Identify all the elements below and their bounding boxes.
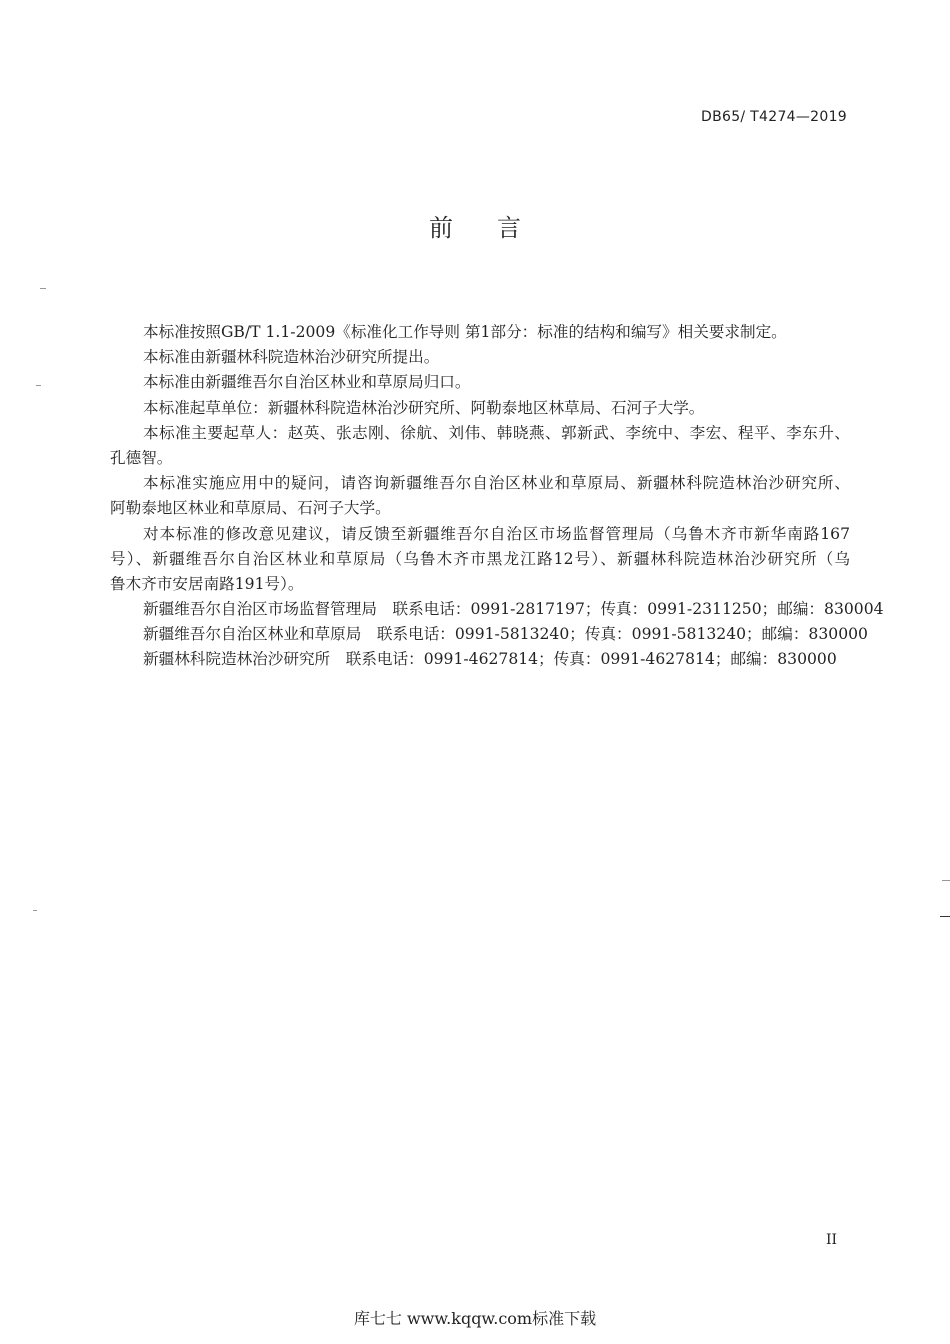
- paragraph-line: 本标准起草单位：新疆林科院造林治沙研究所、阿勒泰地区林草局、石河子大学。: [143, 398, 705, 417]
- paragraph-line: 鲁木齐市安居南路191号）。: [110, 574, 304, 593]
- paragraph-line: 本标准按照GB/T 1.1-2009《标准化工作导则 第1部分：标准的结构和编写》相关要求制定。: [143, 323, 787, 341]
- foreword-body: [110, 320, 884, 673]
- paragraph-line: 本标准由新疆维吾尔自治区林业和草原局归口。: [143, 373, 471, 392]
- footer-watermark: 库七七 www.kqqw.com标准下载: [353, 1309, 597, 1328]
- paragraph-line: 新疆维吾尔自治区林业和草原局 联系电话：0991-5813240；传真：0991-5813240；邮编：830000: [143, 625, 868, 644]
- scan-mark: [940, 916, 950, 917]
- paragraph-line: 新疆维吾尔自治区市场监督管理局 联系电话：0991-2817197；传真：0991-2311250；邮编：830004: [143, 600, 884, 619]
- paragraph-line: 新疆林科院造林治沙研究所 联系电话：0991-4627814；传真：0991-4627814；邮编：830000: [143, 650, 837, 669]
- scan-mark: [36, 385, 41, 386]
- page-number: II: [825, 1232, 837, 1248]
- standard-code: DB65/ T4274—2019: [701, 109, 847, 125]
- scan-mark: [40, 288, 46, 289]
- scan-mark: [942, 880, 950, 881]
- page-title: 前言: [429, 214, 565, 242]
- paragraph-line: 号）、新疆维吾尔自治区林业和草原局（乌鲁木齐市黑龙江路12号）、新疆林科院造林治沙研究所（乌: [110, 549, 850, 568]
- paragraph-line: 对本标准的修改意见建议，请反馈至新疆维吾尔自治区市场监督管理局（乌鲁木齐市新华南路167: [143, 524, 850, 543]
- paragraph-line: 阿勒泰地区林业和草原局、石河子大学。: [110, 499, 391, 518]
- scan-mark: [33, 910, 37, 911]
- paragraph-line: 孔德智。: [110, 448, 173, 467]
- paragraph-line: 本标准实施应用中的疑问，请咨询新疆维吾尔自治区林业和草原局、新疆林科院造林治沙研究所、: [143, 474, 850, 493]
- paragraph-line: 本标准主要起草人：赵英、张志刚、徐航、刘伟、韩晓燕、郭新武、李统中、李宏、程平、李东升、: [143, 423, 850, 442]
- paragraph-line: 本标准由新疆林科院造林治沙研究所提出。: [143, 348, 440, 367]
